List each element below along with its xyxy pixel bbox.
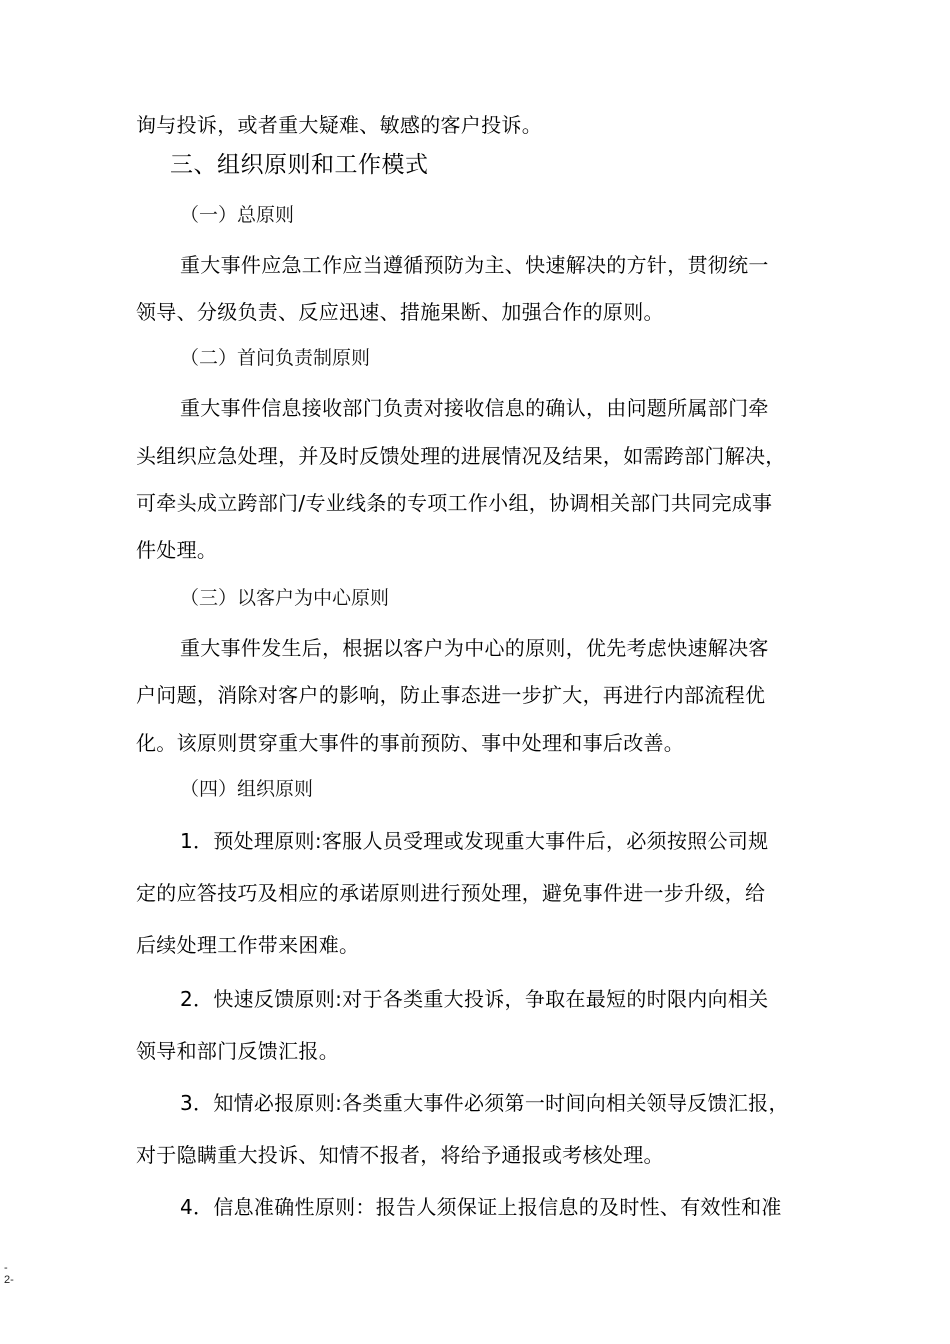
page-number bbox=[4, 1262, 14, 1286]
body-text-line: 头组织应急处理，并及时反馈处理的进展情况及结果，如需跨部门解决， bbox=[136, 444, 786, 468]
numbered-item-line: 2．快速反馈原则:对于各类重大投诉，争取在最短的时限内向相关 bbox=[180, 987, 769, 1011]
subsection-heading: （四）组织原则 bbox=[180, 778, 314, 800]
body-text-line: 询与投诉，或者重大疑难、敏感的客户投诉。 bbox=[136, 113, 542, 137]
page-number-value: 2- bbox=[4, 1274, 14, 1286]
body-text-line: 重大事件信息接收部门负责对接收信息的确认，由问题所属部门牵 bbox=[180, 396, 769, 420]
subsection-heading: （二）首问负责制原则 bbox=[180, 347, 371, 369]
body-text-line: 户问题，消除对客户的影响，防止事态进一步扩大，再进行内部流程优 bbox=[136, 683, 766, 707]
body-text-line: 可牵头成立跨部门/专业线条的专项工作小组，协调相关部门共同完成事 bbox=[136, 491, 773, 515]
page-number-dash: - bbox=[4, 1262, 8, 1274]
body-text-line: 定的应答技巧及相应的承诺原则进行预处理，避免事件进一步升级，给 bbox=[136, 881, 766, 905]
numbered-item-line: 4．信息准确性原则：报告人须保证上报信息的及时性、有效性和准 bbox=[180, 1195, 782, 1219]
body-text-line: 重大事件发生后，根据以客户为中心的原则，优先考虑快速解决客 bbox=[180, 636, 769, 660]
body-text-line: 化。该原则贯穿重大事件的事前预防、事中处理和事后改善。 bbox=[136, 731, 685, 755]
body-text-line: 后续处理工作带来困难。 bbox=[136, 933, 360, 957]
numbered-item-line: 1．预处理原则:客服人员受理或发现重大事件后，必须按照公司规 bbox=[180, 829, 769, 853]
subsection-heading: （一）总原则 bbox=[180, 204, 295, 226]
numbered-item-line: 3．知情必报原则:各类重大事件必须第一时间向相关领导反馈汇报， bbox=[180, 1091, 789, 1115]
subsection-heading: （三）以客户为中心原则 bbox=[180, 587, 390, 609]
body-text-line: 重大事件应急工作应当遵循预防为主、快速解决的方针，贯彻统一 bbox=[180, 253, 769, 277]
body-text-line: 领导、分级负责、反应迅速、措施果断、加强合作的原则。 bbox=[136, 300, 664, 324]
body-text-line: 对于隐瞒重大投诉、知情不报者，将给予通报或考核处理。 bbox=[136, 1143, 664, 1167]
body-text-line: 领导和部门反馈汇报。 bbox=[136, 1039, 339, 1063]
section-heading: 三、组织原则和工作模式 bbox=[170, 152, 429, 178]
body-text-line: 件处理。 bbox=[136, 538, 218, 562]
